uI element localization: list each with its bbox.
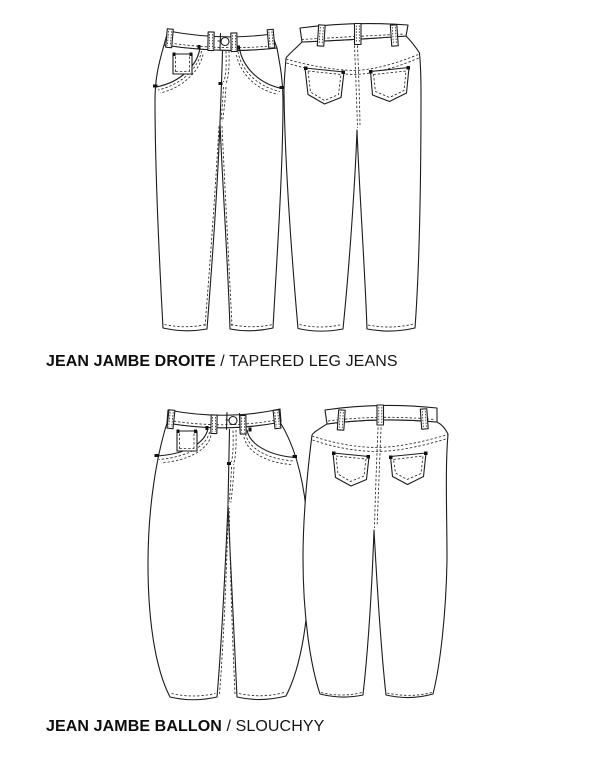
jeans-button <box>229 417 237 425</box>
style-name-english: TAPERED LEG JEANS <box>229 353 398 370</box>
style-name-french: JEAN JAMBE BALLON <box>46 718 222 735</box>
balloon-jeans-back-drawing <box>300 400 450 708</box>
style-name-english: SLOUCHYY <box>235 718 325 735</box>
balloon-back-svg <box>300 400 450 708</box>
tapered-jeans-back-drawing <box>282 20 424 338</box>
style-name-french: JEAN JAMBE DROITE <box>46 353 216 370</box>
caption-balloon <box>46 718 324 736</box>
caption-separator: / <box>220 353 225 370</box>
caption-tapered <box>46 353 398 371</box>
jeans-button <box>221 38 229 46</box>
tapered-back-svg <box>282 20 424 338</box>
balloon-front-svg <box>145 400 315 708</box>
balloon-jeans-front-drawing <box>145 400 315 708</box>
caption-separator: / <box>226 718 232 735</box>
tapered-jeans-front-drawing <box>150 20 286 338</box>
tapered-front-svg <box>150 20 286 338</box>
